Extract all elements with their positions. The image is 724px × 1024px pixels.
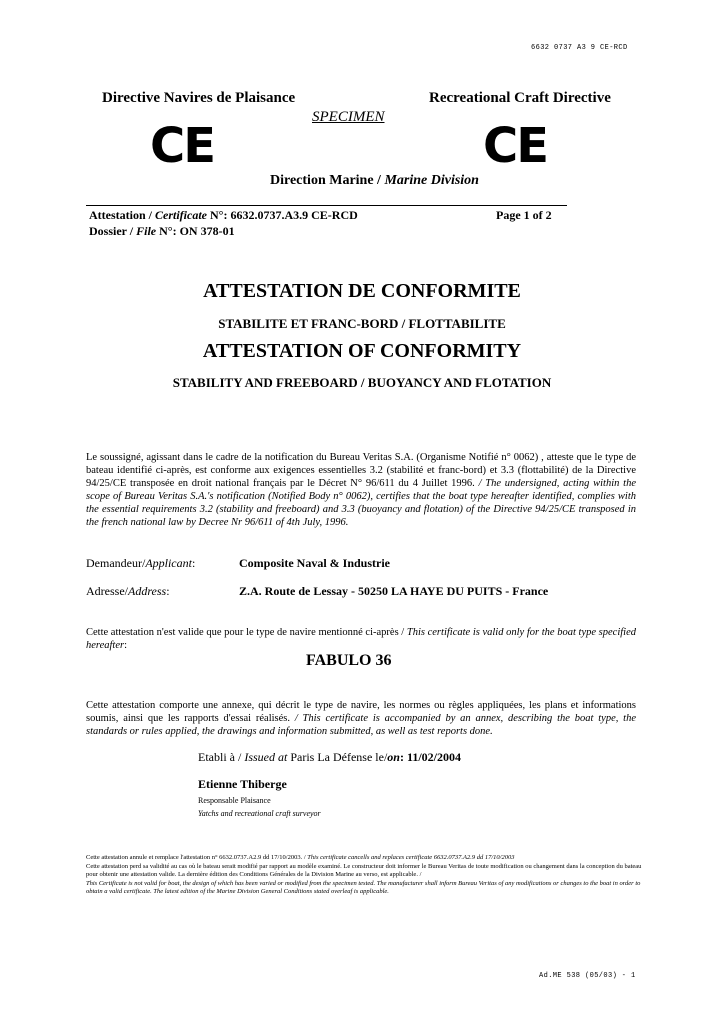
division-heading [270, 173, 479, 189]
file-label-fr: Dossier / [89, 224, 137, 238]
title-en: ATTESTATION OF CONFORMITY [202, 340, 522, 362]
validity-tail: : [124, 640, 128, 651]
issued-place: Paris La Défense le/ [287, 750, 388, 764]
form-reference: Ad.ME 538 (05/03) - 1 [539, 972, 636, 980]
intro-paragraph [86, 451, 636, 529]
boat-type: FABULO 36 [306, 652, 392, 669]
ce-mark-left-icon: CE [150, 118, 215, 174]
address-label-fr: Adresse/ [86, 584, 128, 598]
subtitle-en: STABILITY AND FREEBOARD / BUOYANCY AND FLOTATION [172, 375, 552, 390]
ce-mark-right-icon: CE [483, 118, 548, 174]
division-en: Marine Division [384, 173, 479, 188]
validity-en: This certificate is valid only for the boat type specified hereafter [86, 627, 636, 651]
issued-date: 11/02/2004 [406, 750, 461, 764]
subtitle-fr: STABILITE ET FRANC-BORD / FLOTTABILITE [218, 316, 506, 331]
certificate-label-tail: N°: [206, 208, 231, 222]
annex-en: / This certificate is accompanied by an annex, describing the boat type, the standards or rules applied, the drawings and information submitted, as well as test reports done. [86, 713, 637, 737]
issued-label-fr: Etabli à / [198, 750, 245, 764]
footer-line1-fr: Cette attestation annule et remplace l'attestation n° 6632.0737.A2.9 dd 17/10/2003. / [86, 854, 308, 861]
signatory-name: Etienne Thiberge [198, 777, 287, 791]
specimen-label: SPECIMEN [312, 109, 385, 125]
address-value: Z.A. Route de Lessay - 50250 LA HAYE DU PUITS - France [239, 584, 549, 598]
validity-fr: Cette attestation n'est valide que pour le type de navire mentionné ci-après / [86, 627, 407, 638]
directive-title-fr: Directive Navires de Plaisance [102, 90, 296, 106]
certificate-label-en: Certificate [155, 208, 207, 222]
issued-line [198, 750, 461, 765]
applicant-label-tail: : [191, 556, 196, 570]
certificate-number: 6632.0737.A3.9 CE-RCD [230, 208, 358, 222]
applicant-value: Composite Naval & Industrie [239, 556, 391, 570]
directive-title-en: Recreational Craft Directive [429, 90, 611, 106]
footer-notes [86, 854, 646, 897]
footer-line1-en: This certificate cancells and replaces certificate 6632.0737.A2.9 dd 17/10/2003 [307, 854, 515, 861]
footer-line-2-fr: Cette attestation perd sa validité au cas où le bateau serait modifié par rapport au modèle examiné. Le constructeur doit informer le Bureau Veritas de toute modification ou changement dans la conception du bateau pour obtenir une attestation valide. La dernière édition des Conditions Générales de la Division Marine au verso, est applicable. / [86, 862, 642, 879]
file-label-tail: N°: [156, 224, 180, 238]
annex-fr: Cette attestation comporte une annexe, qui décrit le type de navire, les normes ou règles appliquées, les plans et informations soumis, ainsi que les rapports d'essai réalisés. [86, 700, 636, 724]
page-indicator: Page 1 of 2 [496, 208, 552, 222]
issued-label-en: Issued at [244, 750, 288, 764]
intro-fr: Le soussigné, agissant dans le cadre de la notification du Bureau Veritas S.A. (Organisme Notifié n° 0062) , atteste que le type de bateau identifié ci-après, est conforme aux exigences essentielles 3.2 (stabilité et franc-bord) et 3.3 (flottabilité) de la Directive 94/25/CE transposée en droit national français par le Décret N° 96/611 du 4 Juillet 1996. [86, 452, 636, 489]
validity-paragraph [86, 626, 636, 652]
file-number-line [89, 224, 235, 239]
issued-on: on [387, 750, 400, 764]
signatory-role-en: Yatchs and recreational craft surveyor [198, 809, 321, 818]
applicant-label-en: Applicant [145, 556, 192, 570]
certificate-label-fr: Attestation / [89, 208, 155, 222]
footer-line-1 [86, 854, 646, 863]
signatory-role-fr: Responsable Plaisance [198, 796, 271, 805]
address-label-tail: : [166, 584, 170, 598]
file-number: ON 378-01 [179, 224, 235, 238]
certificate-number-line [89, 208, 358, 223]
address-label-en: Address [128, 584, 167, 598]
division-fr: Direction Marine / [270, 173, 385, 188]
file-label-en: File [136, 224, 157, 238]
footer-line-2-en: This Certificate is not valid for boat, the design of which has been varied or modified from the specimen tested. The manufacturer shall inform Bureau Veritas of any modifications or changes to the boat in order to obtain a valid certificate. The latest edition of the Marine Division General Conditions stated overleaf is applicable. [86, 879, 641, 896]
issued-colon: : [399, 750, 407, 764]
intro-en: / The undersigned, acting within the scope of Bureau Veritas S.A.'s notification (Notified Body n° 0062), certifies that the boat type hereafter identified, complies with the essential requirements 3.2 (stability and freeboard) and 3.3 (buoyancy and flotation) of the Directive 94/25/CE transposed in the french national law by Decree Nr 96/611 of 4th July, 1996. [86, 478, 636, 528]
title-fr: ATTESTATION DE CONFORMITE [203, 280, 521, 302]
annex-paragraph [86, 699, 636, 738]
applicant-label-fr: Demandeur/ [86, 556, 146, 570]
address-label [86, 584, 170, 599]
document-reference: 6632 0737 A3 9 CE-RCD [531, 44, 628, 52]
applicant-label [86, 556, 195, 571]
header-divider [86, 205, 567, 206]
